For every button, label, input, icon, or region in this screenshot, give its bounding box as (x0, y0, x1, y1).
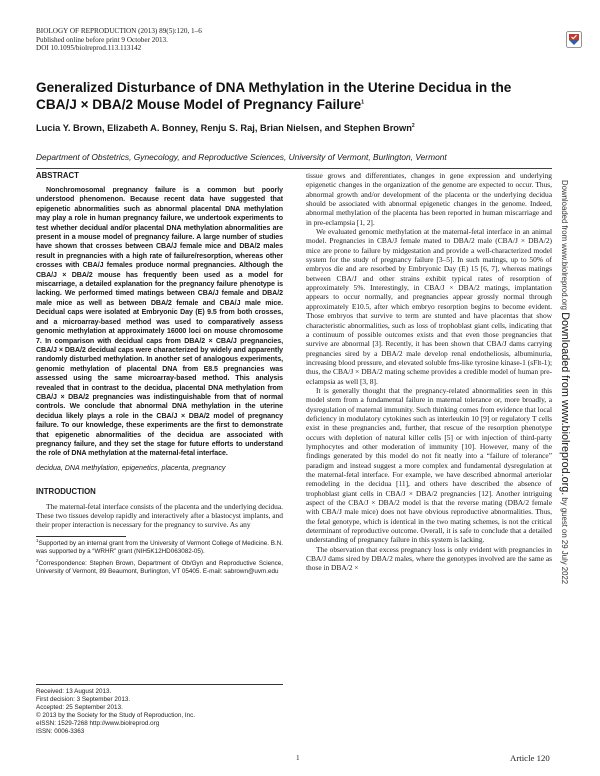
title-text: Generalized Disturbance of DNA Methylation in the Uterine Decidua in the CBA/J × DBA/2 Mouse Model of Pregnancy Failure (36, 80, 512, 112)
journal-header (36, 27, 336, 53)
copyright-line: © 2013 by the Society for the Study of Reproduction, Inc. (36, 712, 196, 720)
left-column (36, 171, 283, 581)
author-footnote-marker[interactable]: 2 (411, 122, 415, 129)
authors-text: Lucia Y. Brown, Elizabeth A. Bonney, Renju S. Raj, Brian Nielsen, and Stephen Brown (36, 123, 412, 133)
body-paragraph: The observation that excess pregnancy loss is only evident with pregnancies in CBA/J dams sired by DBA/2 males, where the genotypes involved are the same as those in DBA/2 × (306, 544, 552, 573)
first-decision-date: First decision: 3 September 2013. (36, 696, 131, 704)
body-paragraph: tissue grows and differentiates, changes in gene expression and underlying epigenetic changes in the organization of the genome are expected to occur. Thus, abnormal growth and/or development of the placenta or the underlying decidua should be associated with abnormal epigenetic changes in the genome. Indeed, abnormal methylation of the placenta has been reported in human miscarriage and in pre-eclampsia [1, 2]. (306, 171, 552, 227)
title-footnote-marker[interactable]: 1 (361, 98, 364, 105)
introduction-heading: INTRODUCTION (36, 486, 96, 496)
abstract-text: Nonchromosomal pregnancy failure is a common but poorly understood phenomenon. Because recent data have suggested that epigenetic abnormalities such as abnormal placental DNA methylation may play a role in human pregnancy failure, we undertook experiments to test whether decidual and/or placental DNA methylation abnormalities are present in a mouse model of pregnancy failure. A large number of studies have shown that crosses between CBA/J female mice and DBA/2 males result in pregnancies with a high rate of failure/resorption, whereas other crosses with CBA/J females produce normal pregnancies. Although the CBA/J × DBA/2 mouse has frequently been used as a model for miscarriage, a detailed explanation for the pregnancy failure phenotype is lacking. We performed timed matings between CBA/J female and DBA/2 male mice as well as between DBA/2 female and CBA/J male mice. Decidual caps were isolated at Embryonic Day (E) 9.5 from both crosses, and a microarray-based method was used to comparatively assess genomic methylation at approximately 16000 loci on mouse chromosome 7. In comparison with decidual caps from DBA/2 × CBA/J pregnancies, CBA/J × DBA/2 decidual caps were characterized by widely and apparently randomly disturbed methylation. In another set of analogous experiments, genomic methylation of placental DNA from E8.5 pregnancies was assessed using the same microarray-based method. This analysis revealed that in contrast to the decidua, placental DNA methylation from CBA/J × DBA/2 pregnancies was indistinguishable from that of normal controls. We conclude that abnormal DNA methylation in the uterine decidua likely plays a role in the CBA/J × DBA/2 model of pregnancy failure. To our knowledge, these experiments are the first to demonstrate that epigenetic abnormalities of the decidua are associated with pregnancy failure, and they set the stage for future efforts to understand the role of DNA methylation at the maternal-fetal interface. (36, 187, 283, 458)
footnote-1-marker: 1 (36, 537, 39, 543)
article-number: Article 120 (510, 753, 550, 763)
footnote-2 (36, 560, 283, 576)
body-paragraph: We evaluated genomic methylation at the maternal-fetal interface in an animal model. Pregnancies in CBA/J female mated to DBA/2 male (CBA/J × DBA/2) mice are prone to failure by midgestation and provide a well-characterized model system for the study of pregnancy failure [3–5]. In such matings, up to 50% of embryos die and are resorbed by Embryonic Day (E) 15 [6, 7], whereas matings between CBA/J and other strains exhibit typical rates of resorption of approximately 5%. Interestingly, in CBA/J × DBA/2 matings, implantation appears to occur normally, and pregnancies appear grossly normal through approximately E10.5, after which embryo resorption begins to become evident. Those embryos that survive to term are stunted and have placentas that show characteristic abnormalities, such as loss of trophoblast giant cells, indicating that a continuum of possible outcomes exists and that even those pregnancies that survive are abnormal [3]. Recently, it has been shown that CBA/J dams carrying pregnancies sired by a DBA/2 male develop renal endotheliosis, albuminuria, increasing blood pressure, and elevated soluble fms-like tyrosine kinase-1 (sFlt-1); thus, the CBA/J × DBA/2 mating scheme provides a credible model of human pre-eclampsia as well [3, 8]. (306, 227, 552, 386)
abstract-heading: ABSTRACT (36, 171, 79, 180)
eissn-line[interactable]: eISSN: 1529-7268 http://www.biolreprod.org (36, 720, 160, 728)
watermark-small-link[interactable]: www.biolreprod.org (560, 243, 569, 311)
affiliation: Department of Obstetrics, Gynecology, and Reproductive Sciences, University of Vermont, Burlington, Vermont (36, 152, 447, 162)
download-watermark (559, 180, 571, 740)
keywords: decidua, DNA methylation, epigenetics, placenta, pregnancy (36, 463, 226, 472)
author-list (36, 123, 556, 133)
page-number: 1 (296, 754, 300, 762)
footnote-1-text: Supported by an internal grant from the University of Vermont College of Medicine. B.N. was supported by a “WRHR” grant (NIH5K12HD063082-05). (36, 539, 283, 556)
footnote-2-text: Correspondence: Stephen Brown, Department of Ob/Gyn and Reproductive Science, University of Vermont, 89 Beaumont, Burlington, VT 05405. E-mail: sabrown@uvm.edu (36, 560, 283, 576)
received-date: Received: 13 August 2013. (36, 688, 112, 695)
accepted-date: Accepted: 25 September 2013. (36, 704, 123, 712)
dates-divider (36, 684, 283, 685)
journal-citation: BIOLOGY OF REPRODUCTION (2013) 89(5):120, 1–6 (36, 27, 202, 35)
watermark-small-suffix: by guest on 29 July 2022 (560, 495, 569, 585)
published-date: Published online before print 9 October 2013. (36, 35, 168, 44)
issn-line: ISSN: 0006-3363 (36, 728, 85, 736)
publication-dates (36, 688, 283, 737)
intro-paragraph: The maternal-fetal interface consists of the placenta and the underlying decidua. These two tissues develop rapidly and interactively after a blastocyst implants, and their proper interaction is necessary for the pregnancy to survive. As any (36, 501, 283, 530)
footnote-divider (36, 536, 126, 537)
footnote-1 (36, 537, 283, 556)
crossmark-icon[interactable] (566, 31, 582, 48)
watermark-small-prefix: Downloaded from (560, 180, 569, 244)
header-divider (36, 168, 552, 169)
body-paragraph: It is generally thought that the pregnancy-related abnormalities seen in this model stem from a fundamental failure in maternal tolerance or, more broadly, a dysregulation of maternal immunity. Such thinking comes from evidence that local deficiency in modulatory cytokines such as interleukin 10 [9] or regulatory T cells exist in these pregnancies and, further, that rescue of the resorption phenotype occurs with depletion of natural killer cells [5] or with injection of third-party lymphocytes and other moderation of immunity [10]. However, many of the findings generated by this model do not fit neatly into a “failure of tolerance” paradigm and instead suggest a more complex and fundamental dysregulation at the maternal-fetal interface. For example, we have described abnormal arteriolar remodeling in the decidua [11], and others have described the absence of trophoblast giant cells in CBA/J × DBA/2 pregnancies [12]. Another intriguing aspect of the CBA/J × DBA/2 model is that the reverse mating (DBA/2 female with CBA/J male mice) does not have obvious reproductive abnormalities. Thus, the fetal genotype, which is identical in the two mating schemes, is not the critical determinant of reproductive outcome. Overall, it is safe to conclude that a detailed understanding of pregnancy failure in this system is lacking. (306, 385, 552, 545)
footnote-2-marker: 2 (36, 558, 39, 564)
watermark-large[interactable]: Downloaded from www.biolreprod.org. (559, 312, 571, 496)
article-title (36, 80, 548, 113)
doi[interactable]: DOI 10.1095/biolreprod.113.113142 (36, 44, 142, 53)
right-column (306, 171, 552, 573)
